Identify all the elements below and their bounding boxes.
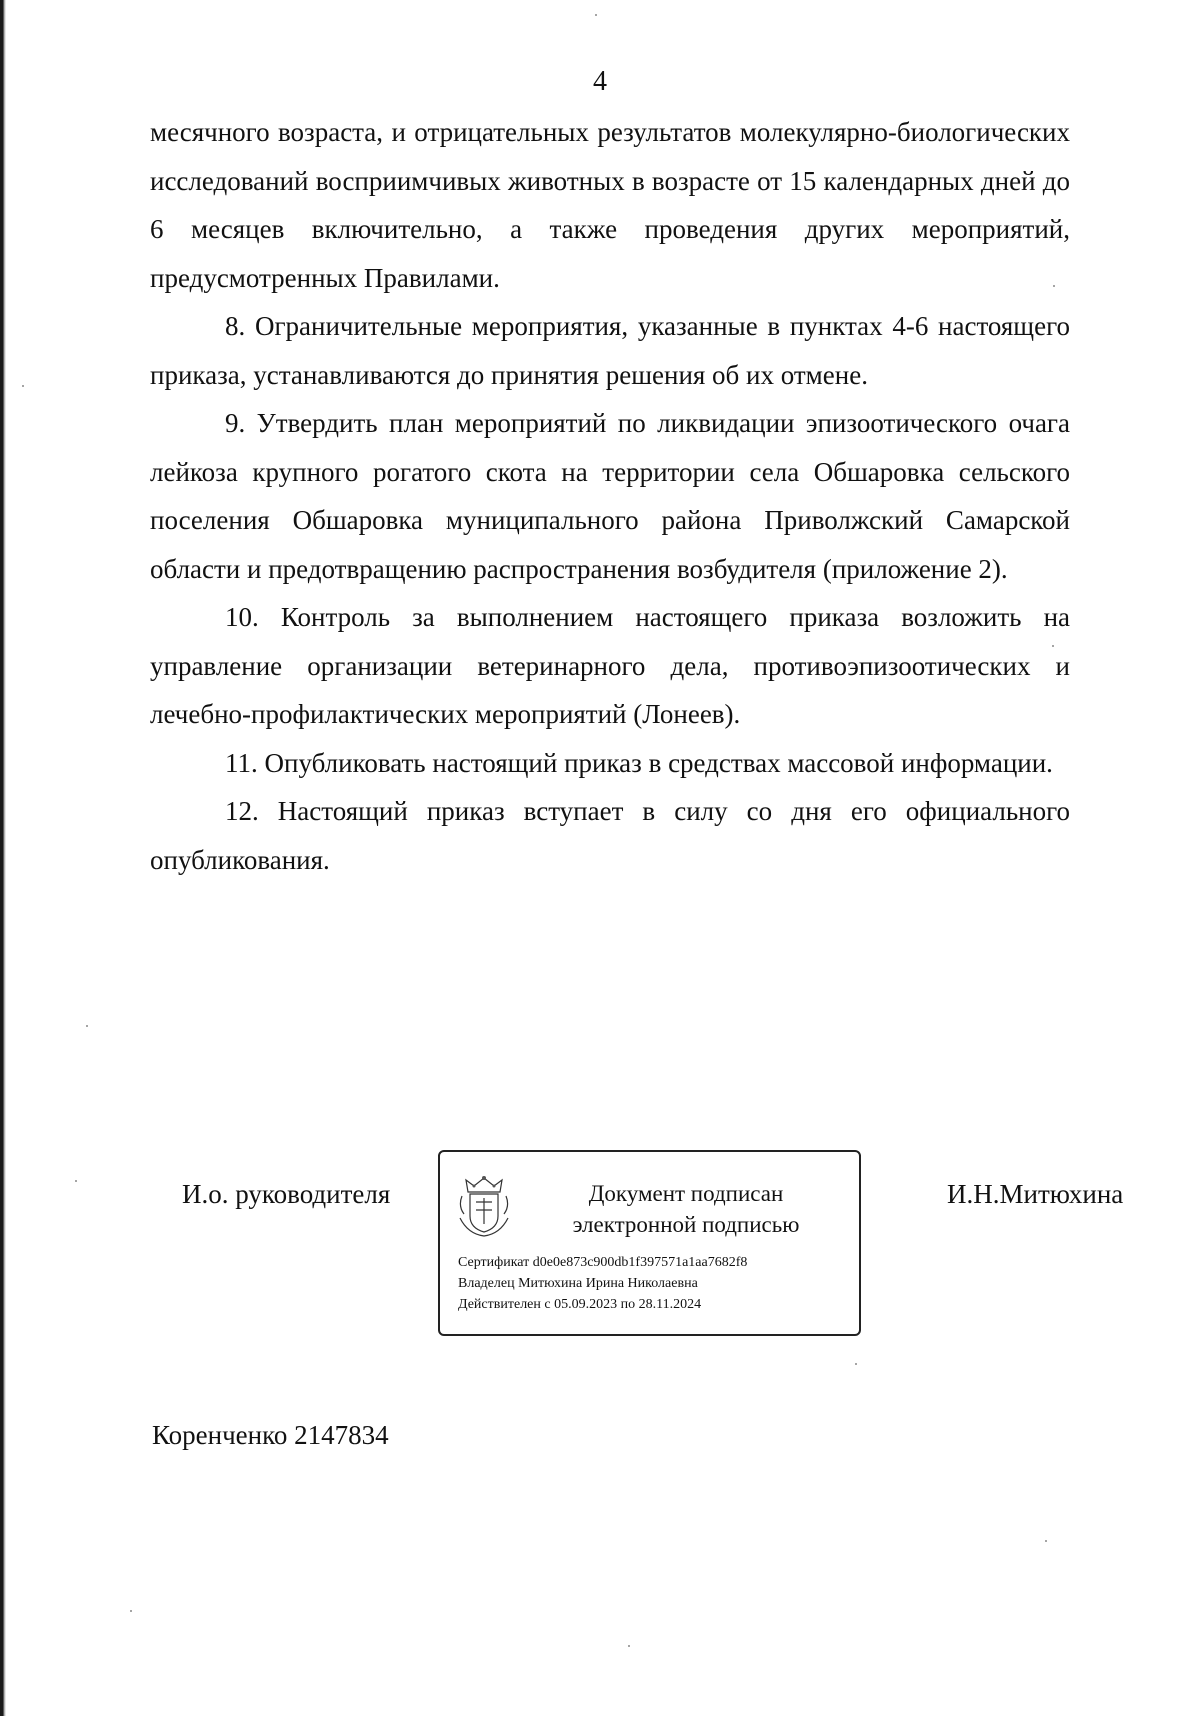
scan-speck <box>130 1610 132 1612</box>
paragraph-11: 11. Опубликовать настоящий приказ в средствах массовой информации. <box>225 747 1053 778</box>
scan-speck <box>855 1363 857 1365</box>
stamp-owner: Владелец Митюхина Ирина Николаевна <box>458 1276 698 1291</box>
signatory-name: И.Н.Митюхина <box>947 1179 1124 1209</box>
scan-speck <box>595 14 597 16</box>
paragraph-8: 8. Ограничительные мероприятия, указанные в пунктах 4-6 настоящего приказа, устанавливаются до принятия решения об их отмене. <box>150 311 1070 390</box>
scan-edge <box>0 0 6 1716</box>
paragraph-12: 12. Настоящий приказ вступает в силу со дня его официального опубликования. <box>150 796 1070 875</box>
scan-speck <box>1045 1540 1047 1542</box>
scan-speck <box>22 385 24 387</box>
executor-line: Коренченко 2147834 <box>152 1420 389 1450</box>
stamp-details <box>458 1252 747 1315</box>
paragraph-10: 10. Контроль за выполнением настоящего приказа возложить на управление организации ветеринарного дела, противоэпизоотических и лечебно-профилактических мероприятий (Лонеев). <box>150 602 1070 729</box>
electronic-signature-stamp <box>438 1150 861 1336</box>
stamp-title-line-1: Документ подписан <box>588 1181 784 1206</box>
scan-speck <box>628 1645 630 1647</box>
signatory-position: И.о. руководителя <box>182 1179 391 1209</box>
page-number: 4 <box>593 66 607 97</box>
paragraph-9: 9. Утвердить план мероприятий по ликвидации эпизоотического очага лейкоза крупного рогатого скота на территории села Обшаровка сельского поселения Обшаровка муниципального района Приволжский Самарской области и предотвращению распространения возбудителя (приложение 2). <box>150 408 1070 584</box>
stamp-certificate: Сертификат d0e0e873c900db1f397571a1aa7682f8 <box>458 1255 748 1270</box>
scan-speck <box>75 1180 77 1182</box>
scan-speck <box>86 1025 88 1027</box>
scan-speck <box>1052 645 1054 647</box>
coat-of-arms-icon <box>456 1172 512 1238</box>
stamp-title <box>526 1178 846 1240</box>
stamp-validity: Действителен с 05.09.2023 по 28.11.2024 <box>458 1297 702 1312</box>
stamp-title-line-2: электронной подписью <box>572 1212 800 1237</box>
document-body <box>150 108 1070 884</box>
scan-speck <box>1053 285 1055 287</box>
paragraph-continuation: месячного возраста, и отрицательных результатов молекулярно-биологических исследований восприимчивых животных в возрасте от 15 календарных дней до 6 месяцев включительно, а также проведения других мероприятий, предусмотренных Правилами. <box>150 117 1070 293</box>
